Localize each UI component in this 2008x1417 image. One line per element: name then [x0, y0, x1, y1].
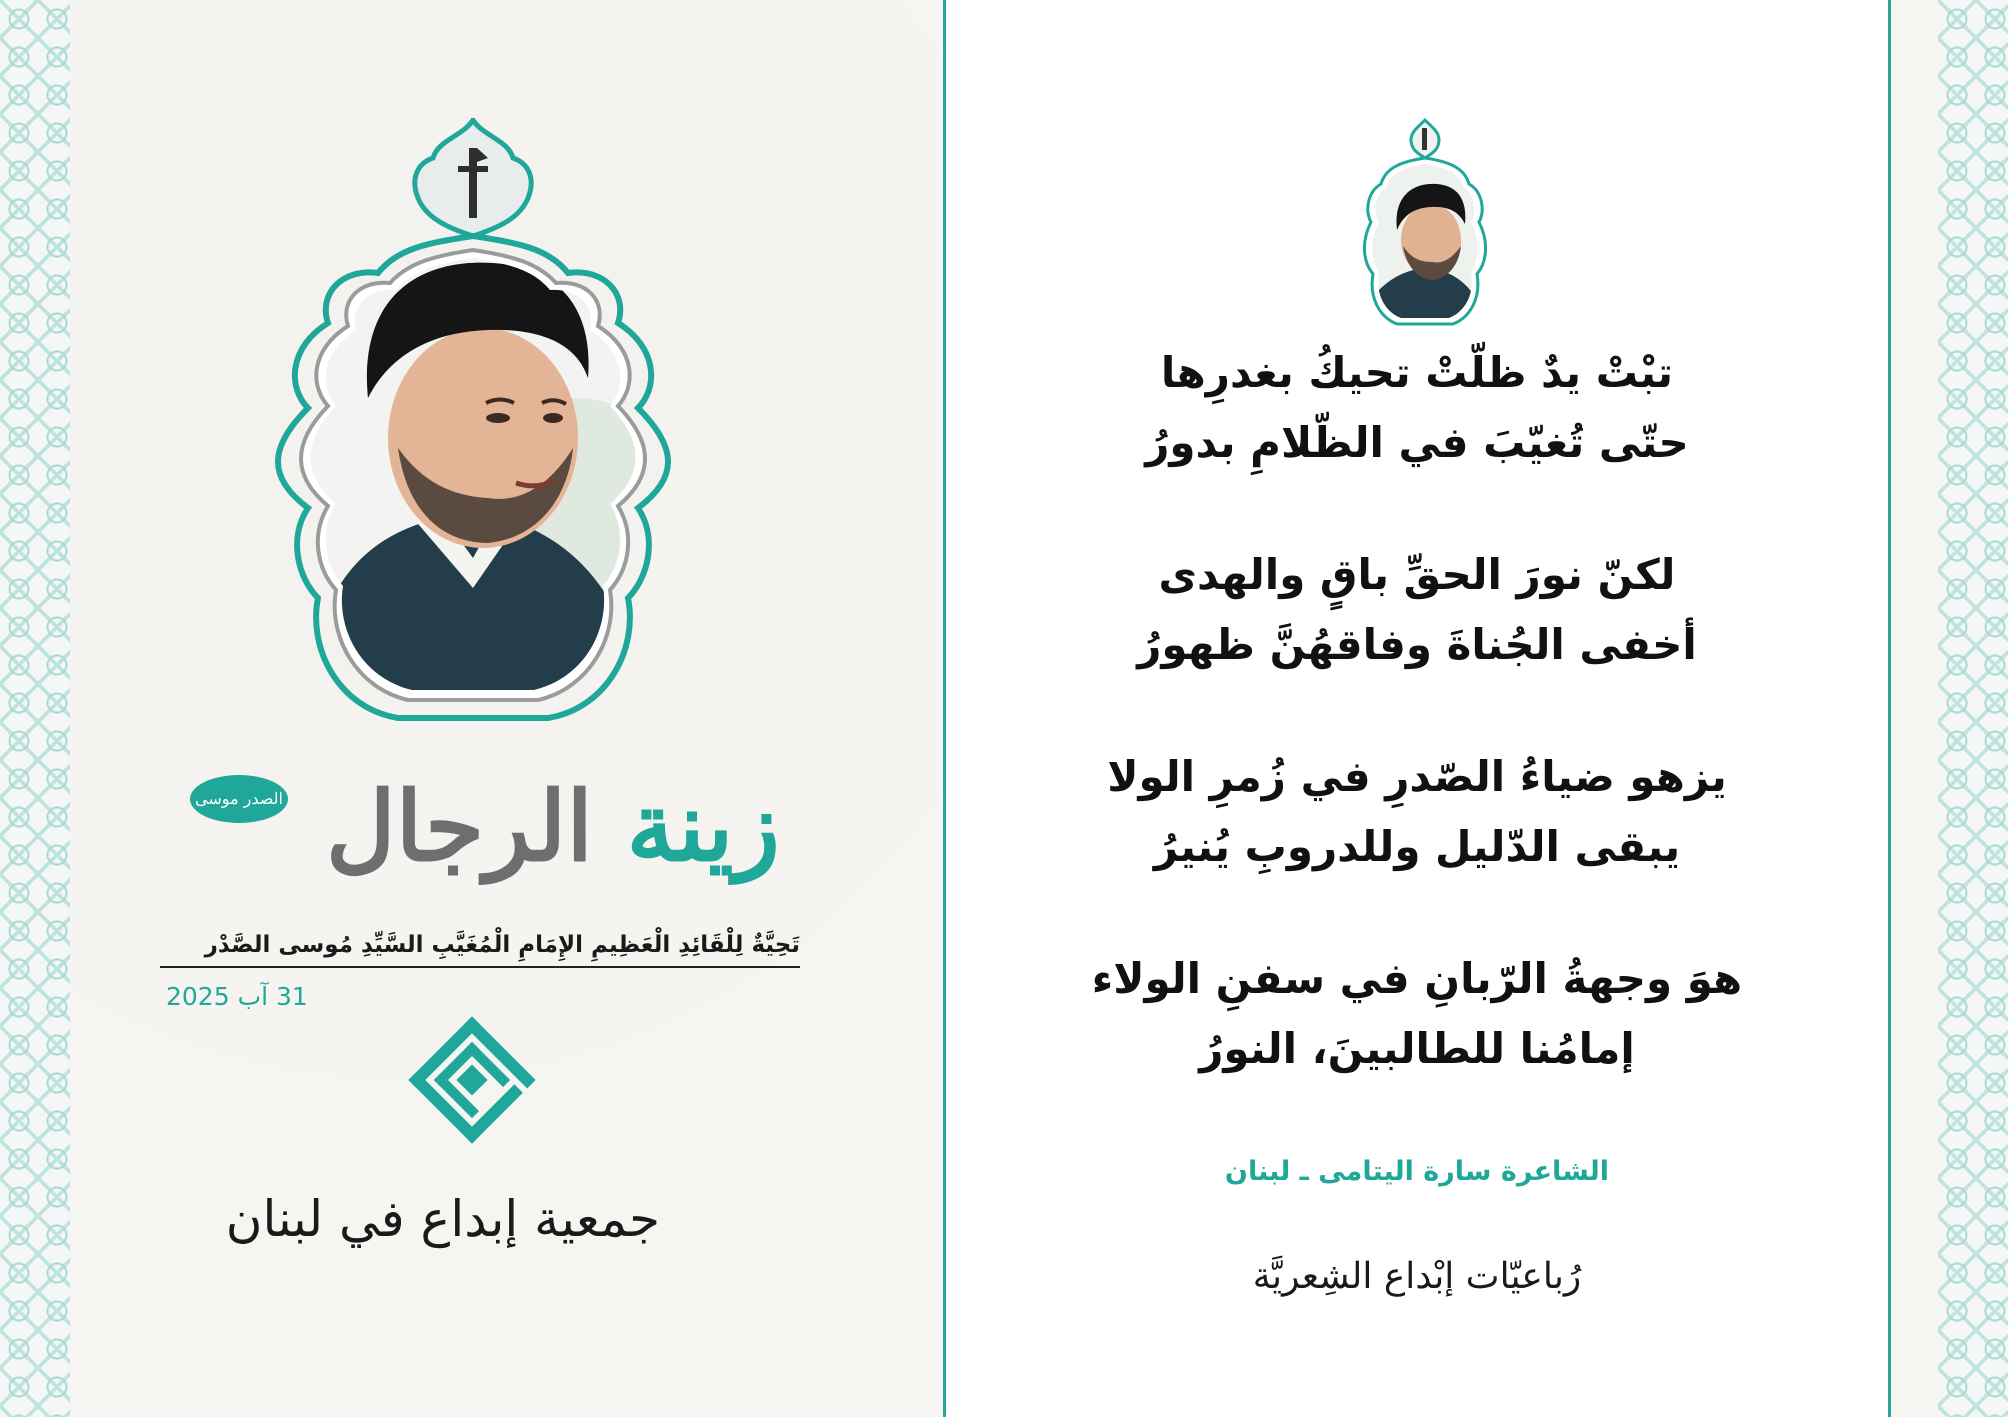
stanza-1 [1000, 338, 1834, 478]
cover-title [160, 730, 800, 930]
poet-credit: الشاعرة سارة اليتامى ـ لبنان [1224, 1156, 1610, 1187]
cover-date: 31 آب 2025 [166, 982, 308, 1011]
stanza-3 [1000, 742, 1834, 882]
portrait-frame [248, 118, 698, 778]
verse-line: هوَ وجهةُ الرّبانِ في سفنِ الولاء [1091, 954, 1743, 1003]
cover-subtitle: تَحِيَّةٌ لِلْقَائِدِ الْعَظِيمِ الإِمَامِ الْمُغَيَّبِ السَّيِّدِ مُوسى الصَّدْر [160, 932, 800, 968]
cover-title-text [326, 770, 780, 883]
verse-line: حتّى تُغيّبَ في الظّلامِ بدورُ [1145, 418, 1689, 467]
kufic-square-logo [402, 1010, 542, 1150]
verse-line: إمامُنا للطالبينَ، النورُ [1199, 1024, 1635, 1073]
verse-line: يبقى الدّليل وللدروبِ يُنيرُ [1153, 822, 1681, 871]
small-portrait-frame [1357, 112, 1493, 342]
right-pattern-border [1938, 0, 2008, 1417]
sword-emblem-icon [1422, 128, 1427, 150]
series-title: رُباعيّات إبْداع الشِعريَّة [1252, 1256, 1582, 1297]
verse-line: أخفى الجُناةَ وفاقهُنَّ ظهورُ [1137, 620, 1697, 669]
verse-line: لكنّ نورَ الحقِّ باقٍ والهدى [1158, 550, 1676, 599]
title-word-grey: الرجال [325, 770, 594, 883]
stanza-4 [1000, 944, 1834, 1084]
title-word-teal: زينة [626, 770, 780, 883]
verse-line: يزهو ضياءُ الصّدرِ في زُمرِ الولا [1107, 752, 1727, 801]
poem-body [1000, 338, 1834, 1146]
verse-line: تبْتْ يدٌ ظلّتْ تحيكُ بغدرِها [1160, 348, 1674, 397]
organization-name: جمعية إبداع في لبنان [225, 1190, 660, 1248]
name-medallion: الصدر موسى [190, 775, 288, 823]
portrait-illustration [248, 118, 698, 778]
stanza-2 [1000, 540, 1834, 680]
left-pattern-border [0, 0, 70, 1417]
